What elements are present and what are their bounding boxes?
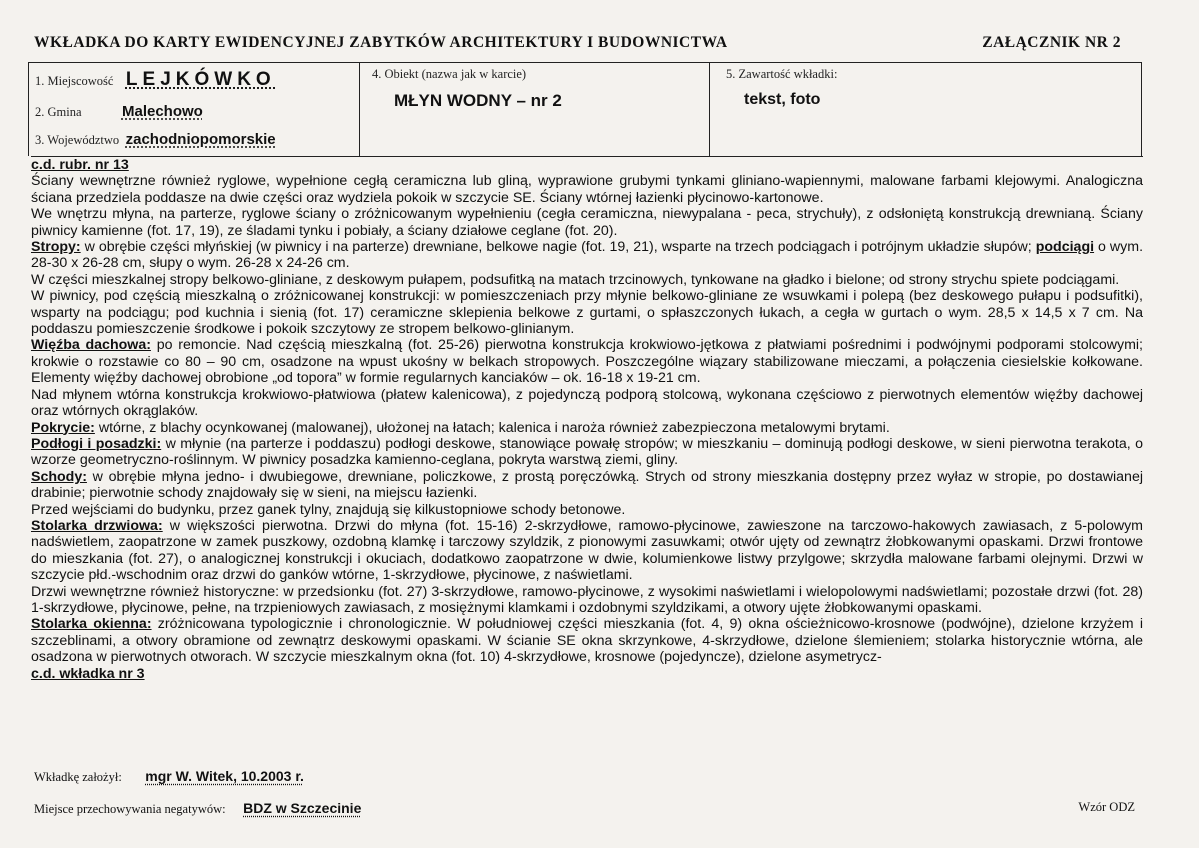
stolarka-drzwiowa-text: w większości pierwotna. Drzwi do młyna (fot. 15-16) 2-skrzydłowe, ramowo-płycinowe, zawieszone na tarczowo-hakowych zawiasach, z 5-polowym nadświetlem, zaopatrzone w zamek puszkowy, ozdobną klamkę i tarczowy szyldzik, z pionowymi zasuwkami; otwór ujęty od zewnątrz żłobkowanymi opaskami. Drzwi frontowe do mieszkania (fot. 27), o analogicznej konstrukcji i okuciach, dodatkowo zaopatrzone w dwie, kolumienkowe listwy przylgowe; skrzydła malowane farbami olejnymi. Drzwi w szczycie płd.-wschodnim oraz drzwi do ganków wtórne, 1-skrzydłowe, płycinowe, z naświetlami. bbox=[31, 517, 1143, 584]
pokrycie-label: Pokrycie: bbox=[31, 419, 95, 436]
miejscowosc-label: 1. Miejscowość bbox=[35, 74, 114, 88]
wojewodztwo-value: zachodniopomorskie bbox=[125, 131, 276, 148]
paragraph-interior-doors: Drzwi wewnętrzne również historyczne: w przedsionku (fot. 27) 3-skrzydłowe, ramowo-płycinowe, z wysokimi naświetlami i wielopolowymi nadświetlami; pozostałe drzwi (fot. 28) 1-skrzydłowe, płycinowe, pełne, na trzpieniowych zawiasach, z mosiężnymi klamkami i ozdobnymi szyldzikami, a otwory ujęte żłobkowanymi opaskami. bbox=[31, 583, 1143, 616]
gmina-value: Malechowo bbox=[121, 103, 203, 120]
object-column bbox=[359, 63, 710, 156]
paragraph-stairs bbox=[31, 469, 1143, 502]
document-header bbox=[34, 34, 1121, 52]
obiekt-value: MŁYN WODNY – nr 2 bbox=[394, 91, 562, 110]
paragraph-doors bbox=[31, 518, 1143, 584]
podciagi-text: o wym. 28-30 x 26-28 cm, słupy o wym. 26-28 x 24-26 cm. bbox=[31, 239, 1144, 272]
form-fields-box bbox=[28, 62, 1142, 156]
paragraph-walls: Ściany wewnętrzne również ryglowe, wypełnione cegłą ceramiczna lub gliną, wyprawione grubymi tynkami gliniano-wapiennymi, malowane farbami klejowymi. Analogiczna ściana przedziela poddasze na dwie części oraz wydziela pokoik w szczycie SE. Ściany wtórnej łazienki płycinowo-kartonowe. bbox=[31, 173, 1143, 206]
wiezba-label: Więźba dachowa: bbox=[31, 337, 151, 354]
author-row bbox=[34, 768, 304, 785]
obiekt-label: 4. Obiekt (nazwa jak w karcie) bbox=[372, 67, 527, 81]
paragraph-ceilings bbox=[31, 239, 1143, 272]
form-template-label: Wzór ODZ bbox=[1078, 800, 1135, 814]
wiezba-text: po remoncie. Nad częścią mieszkalną (fot. 25-26) pierwotna konstrukcja krokwiowo-jętkowa z płatwiami pośrednimi i podwójnymi podporami stolcowymi; krokwie o rozstawie co 80 – 90 cm, osadzone na wpust ukośny w belkach stropowych. Poszczególne wiązary stabilizowane mieczami, a połączenia ciesielskie kołkowane. Elementy więźby dachowej obrobione „od topora” w formie regularnych kanciaków – ok. 16-18 x 19-21 cm. bbox=[31, 337, 1143, 387]
negatives-row bbox=[34, 800, 361, 817]
stolarka-okienna-label: Stolarka okienna: bbox=[31, 616, 152, 633]
wojewodztwo-label: 3. Województwo bbox=[35, 133, 120, 147]
zawartosc-value: tekst, foto bbox=[744, 91, 821, 108]
schody-label: Schody: bbox=[31, 468, 87, 485]
podciagi-label: podciągi bbox=[1035, 239, 1095, 256]
miejscowosc-row bbox=[35, 69, 276, 91]
author-label: Wkładkę założył: bbox=[34, 770, 122, 784]
paragraph-windows bbox=[31, 616, 1143, 665]
negatives-value: BDZ w Szczecinie bbox=[243, 800, 362, 816]
paragraph-roof-truss bbox=[31, 337, 1143, 386]
paragraph-mill-roof: Nad młynem wtórna konstrukcja krokwiowo-płatwiowa (płatew kalenicowa), z pojedynczą podporą stolcową, wykonana częściowo z pierwotnych elementów więźby dachowej oraz wtórnych okrąglaków. bbox=[31, 386, 1143, 420]
author-value: mgr W. Witek, 10.2003 r. bbox=[145, 768, 304, 784]
podlogi-label: Podłogi i posadzki: bbox=[31, 435, 162, 452]
paragraph-basement: W piwnicy, pod częścią mieszkalną o zróżnicowanej konstrukcji: w pomieszczeniach przy młynie belkowo-gliniane ze wsuwkami i polepą (bez deskowego pułapu i podsufitki), wsparty na podciągu; pod kuchnia i sienią (fot. 17) ceramiczne sklepienia belkowe z gurtami, o spłaszczonych łukach, a cegła w gurtach o wym. 28,5 x 14,5 x 7 cm. Na poddaszu pomieszczenie środkowe i pokoik szczytowy ze stropem belkowo-glinianym. bbox=[31, 288, 1143, 338]
content-column bbox=[709, 63, 1141, 156]
gmina-row bbox=[35, 103, 203, 121]
wojewodztwo-row bbox=[35, 131, 276, 149]
paragraph-residential-ceilings: W części mieszkalnej stropy belkowo-gliniane, z deskowym pułapem, podsufitką na matach trzcinowych, tynkowane na gładko i bielone; od strony strychu spiete podciągami. bbox=[31, 271, 1120, 288]
paragraph-mill-interior: We wnętrzu młyna, na parterze, ryglowe ściany o zróżnicowanym wypełnieniu (cegła ceramiczna, niewypalana - peca, strychuły), z odsłoniętą konstrukcją drewnianą. Ściany piwnicy kamienne (fot. 17, 19), ze śladami tynku i pobiały, a ściany działowe ceglane (fot. 20). bbox=[31, 206, 1143, 239]
negatives-label: Miejsce przechowywania negatywów: bbox=[34, 802, 226, 816]
stolarka-drzwiowa-label: Stolarka drzwiowa: bbox=[31, 517, 163, 534]
stropy-text: w obrębie części młyńskiej (w piwnicy i na parterze) drewniane, belkowe nagie (fot. 19, 21), wsparte na trzech podciągach i potrójnym układzie słupów; bbox=[80, 239, 1036, 256]
location-column bbox=[29, 63, 359, 156]
paragraph-roofing bbox=[31, 420, 1143, 436]
document-title: WKŁADKA DO KARTY EWIDENCYJNEJ ZABYTKÓW ARCHITEKTURY I BUDOWNICTWA bbox=[34, 34, 728, 51]
miejscowosc-value: LEJKÓWKO bbox=[125, 69, 276, 90]
continuation-note: c.d. wkładka nr 3 bbox=[31, 665, 145, 682]
stolarka-okienna-text: zróżnicowana typologicznie i chronologicznie. W południowej części mieszkania (fot. 4, 9) okna ościeżnicowo-krosnowe (podwójne), dzielone krzyżem i szczeblinami, a otwory obramione od zewnątrz deskowymi opaskami. W ścianie SE okna skrzynkowe, 4-skrzydłowe, dzielone ślemieniem; stolarka historycznie wtórna, ale osadzona w pierwotnych otworach. W szczycie mieszkalnym okna (fot. 10) 4-skrzydłowe, krosnowe (pojedyncze), dzielone asymetrycz- bbox=[31, 616, 1143, 666]
podlogi-text: w młynie (na parterze i poddaszu) podłogi deskowe, stanowiące powałę stropów; w mieszkaniu – dominują podłogi deskowe, w sieni pierwotna terakota, o wzorze geometryczno-roślinnym. W piwnicy posadzka kamienno-ceglana, pokryta warstwą ziemi, gliny. bbox=[31, 435, 1143, 469]
gmina-label: 2. Gmina bbox=[35, 105, 82, 119]
pokrycie-text: wtórne, z blachy ocynkowanej (malowanej), ułożonej na łatach; kalenica i naroża również zabezpieczona metalowymi brytami. bbox=[94, 419, 890, 436]
stropy-label: Stropy: bbox=[31, 239, 81, 256]
paragraph-entrance-stairs: Przed wejściami do budynku, przez ganek tylny, znajdują się kilkustopniowe schody betonowe. bbox=[31, 501, 626, 518]
attachment-number: ZAŁĄCZNIK NR 2 bbox=[982, 34, 1121, 51]
schody-text: w obrębie młyna jedno- i dwubiegowe, drewniane, policzkowe, z prostą poręczówką. Strych od strony mieszkania dostępny przez wyłaz w stropie, po dostawianej drabinie; pierwotnie schody znajdowały się w sieni, na miejscu łazienki. bbox=[31, 468, 1143, 502]
zawartosc-label: 5. Zawartość wkładki: bbox=[726, 67, 838, 81]
description-body bbox=[31, 156, 1143, 682]
section-heading: c.d. rubr. nr 13 bbox=[31, 157, 129, 173]
paragraph-floors bbox=[31, 436, 1143, 469]
